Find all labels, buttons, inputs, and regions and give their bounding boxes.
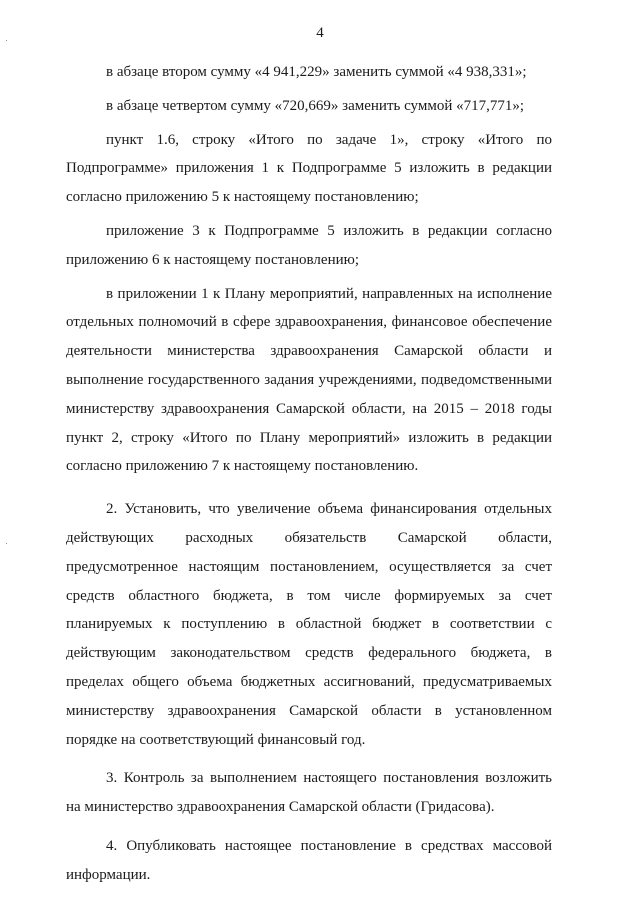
paragraph-plan-appendix: в приложении 1 к Плану мероприятий, направленных на исполнение отдельных полномочий в сфере здравоохранения, финансовое обеспечение деятельности министерства здравоохранения Самарской области и выполнение государственного задания учреждениями, подведомственными министерству здравоохранения Самарской области, на 2015 – 2018 годы пункт 2, строку «Итого по Плану мероприятий» изложить в редакции согласно приложению 7 к настоящему постановлению. xyxy=(66,285,552,475)
paragraph-appendix-3: приложение 3 к Подпрограмме 5 изложить в редакции согласно приложению 6 к настоящему постановлению; xyxy=(66,222,552,268)
paragraph-amount-change-2: в абзаце четвертом сумму «720,669» заменить суммой «717,771»; xyxy=(106,97,525,114)
paragraph-item-4: 4. Опубликовать настоящее постановление в средствах массовой информации. xyxy=(66,837,552,883)
paragraph-item-1-6: пункт 1.6, строку «Итого по задаче 1», строку «Итого по Подпрограмме» приложения 1 к Подпрограмме 5 изложить в редакции согласно приложению 5 к настоящему постановлению; xyxy=(66,131,552,206)
paragraph-amount-change-1: в абзаце втором сумму «4 941,229» заменить суммой «4 938,331»; xyxy=(106,64,527,80)
document-body xyxy=(66,58,552,895)
paragraph-item-2: 2. Установить, что увеличение объема финансирования отдельных действующих расходных обязательств Самарской области, предусмотренное настоящим постановлением, осуществляется за счет средств областного бюджета, в том числе формируемых за счет планируемых к поступлению в областной бюджет в соответствии с действующим законодательством средств федерального бюджета, в пределах общего объема бюджетных ассигнований, предусматриваемых министерству здравоохранения Самарской области в установленном порядке на соответствующий финансовый год. xyxy=(66,501,552,748)
scan-mark xyxy=(6,543,7,544)
page-number: 4 xyxy=(316,25,324,41)
paragraph-item-3: 3. Контроль за выполнением настоящего постановления возложить на министерство здравоохранения Самарской области (Гридасова). xyxy=(66,770,552,816)
